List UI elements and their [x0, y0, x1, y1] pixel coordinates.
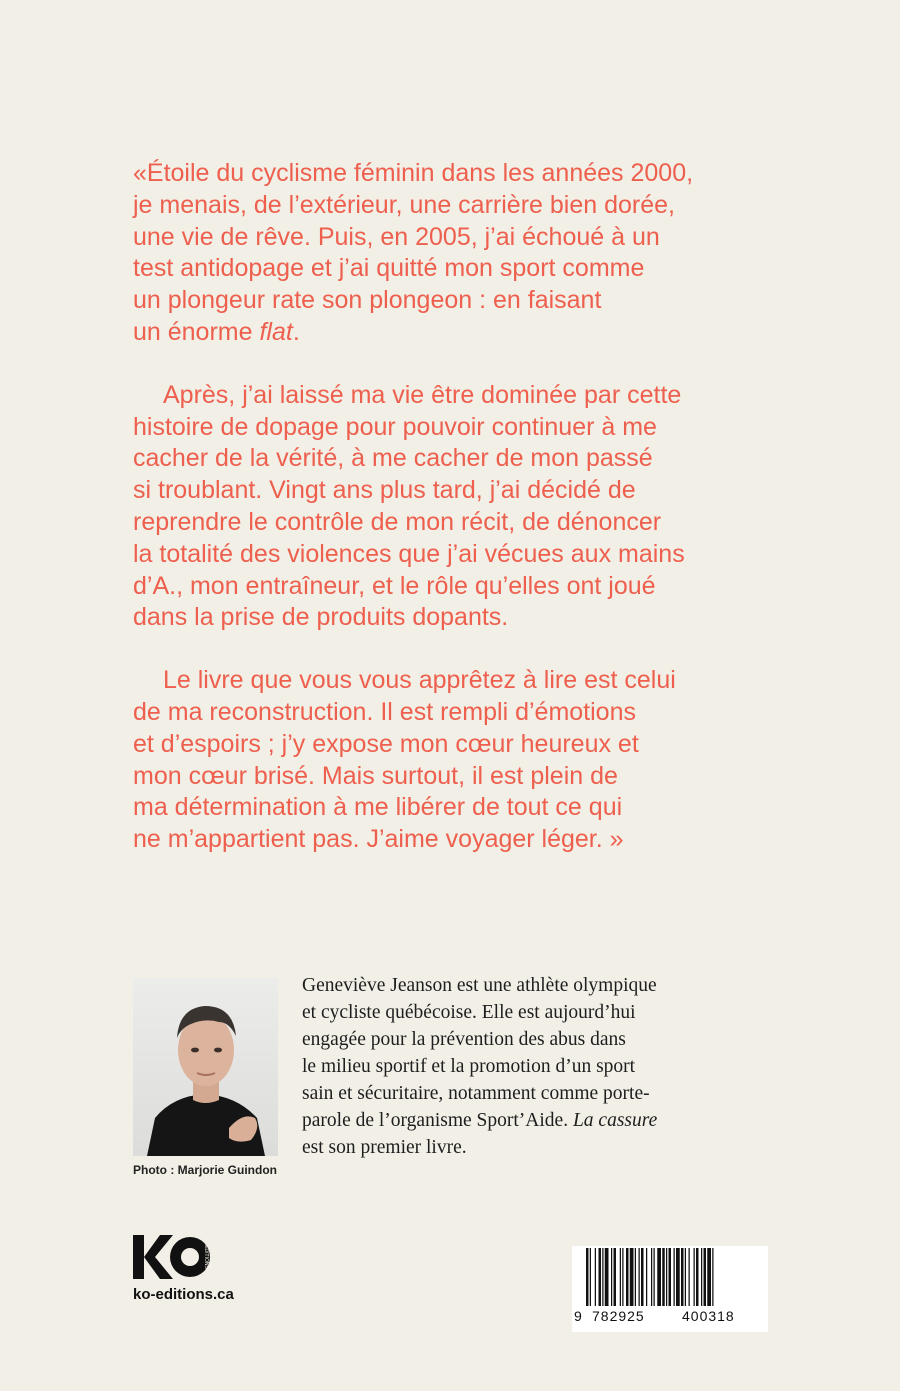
barcode-bar [681, 1248, 684, 1306]
barcode-bar [599, 1248, 602, 1306]
barcode-bar [674, 1248, 675, 1306]
back-cover-quote [133, 158, 753, 856]
quote-line: mon cœur brisé. Mais surtout, il est plein de [133, 761, 618, 790]
barcode-bar [676, 1248, 680, 1306]
bio-line: le milieu sportif et la promotion d’un sport [302, 1056, 636, 1077]
publisher-logo [133, 1233, 213, 1281]
bio-line: Geneviève Jeanson est une athlète olympique [302, 975, 657, 996]
quote-line: «Étoile du cyclisme féminin dans les années 2000, [133, 159, 694, 187]
barcode-bar [590, 1248, 591, 1306]
bio-line: sain et sécuritaire, notamment comme porte- [302, 1083, 650, 1104]
barcode-bar [707, 1248, 711, 1306]
book-title: La cassure [572, 1110, 658, 1131]
bio-line: engagée pour la prévention des abus dans [302, 1029, 626, 1050]
bio-line [302, 1107, 742, 1134]
quote-line: ma détermination à me libérer de tout ce qui [133, 793, 623, 822]
quote-emphasis: flat [259, 317, 293, 346]
barcode-bar [639, 1248, 640, 1306]
barcode-bar [712, 1248, 713, 1306]
quote-line: de ma reconstruction. Il est rempli d’émotions [133, 697, 636, 726]
quote-paragraph-1 [133, 158, 753, 349]
barcode-bar [620, 1248, 621, 1306]
publisher-url: ko-editions.ca [133, 1286, 234, 1303]
barcode-bar [641, 1248, 644, 1306]
quote-line: la totalité des violences que j’ai vécues aux mains [133, 539, 685, 568]
barcode-bar [657, 1248, 661, 1306]
quote-line-last [133, 317, 753, 349]
author-bio [302, 972, 742, 1161]
barcode-bar [685, 1248, 686, 1306]
barcode-bar [622, 1248, 623, 1306]
barcode-bar [646, 1248, 647, 1306]
quote-line: un plongeur rate son plongeon : en faisant [133, 286, 602, 315]
barcode-bar [595, 1248, 596, 1306]
quote-line: et d’espoirs ; j’y expose mon cœur heureux et [133, 729, 639, 758]
barcode-bar [694, 1248, 695, 1306]
barcode-bar [635, 1248, 636, 1306]
barcode-bar [689, 1248, 690, 1306]
quote-paragraph-3 [133, 665, 753, 856]
barcode-bar [666, 1248, 667, 1306]
quote-line: Le livre que vous vous apprêtez à lire est celui [163, 666, 676, 695]
barcode-bar [586, 1248, 589, 1306]
quote-line: test antidopage et j’ai quitté mon sport comme [133, 254, 645, 283]
barcode-bar [626, 1248, 629, 1306]
barcode-bar [654, 1248, 655, 1306]
quote-text: . [292, 317, 300, 346]
quote-line: ne m’appartient pas. J’aime voyager léger. » [133, 825, 624, 854]
isbn-barcode [572, 1246, 768, 1332]
barcode-bar [602, 1248, 603, 1306]
quote-line: Après, j’ai laissé ma vie être dominée par cette [163, 380, 682, 409]
barcode-bar [696, 1248, 699, 1306]
barcode-bar [614, 1248, 617, 1306]
barcode-digit-first: 9 [574, 1308, 582, 1324]
logo-small-text: ÉDITIONS [203, 1245, 209, 1269]
barcode-bar [704, 1248, 707, 1306]
barcode-bar [605, 1248, 609, 1306]
barcode-bar [651, 1248, 652, 1306]
quote-line: si troublant. Vingt ans plus tard, j’ai décidé de [133, 476, 636, 505]
barcode-digits-left: 782925 [592, 1308, 645, 1324]
barcode-bar [669, 1248, 672, 1306]
photo-credit: Photo : Marjorie Guindon [133, 1163, 277, 1177]
quote-line: je menais, de l’extérieur, une carrière bien dorée, [133, 190, 675, 219]
quote-line: d’A., mon entraîneur, et le rôle qu’elles ont joué [133, 571, 656, 600]
quote-line: histoire de dopage pour pouvoir continuer à me [133, 412, 657, 441]
quote-line: reprendre le contrôle de mon récit, de dénoncer [133, 507, 662, 536]
bio-line: est son premier livre. [302, 1137, 467, 1158]
barcode-digits-right: 400318 [682, 1308, 735, 1324]
quote-line: une vie de rêve. Puis, en 2005, j’ai échoué à un [133, 222, 660, 251]
author-photo [133, 978, 278, 1156]
bio-line: et cycliste québécoise. Elle est aujourd’hui [302, 1002, 636, 1023]
bio-text: parole de l’organisme Sport’Aide. [302, 1110, 569, 1131]
barcode-bar [701, 1248, 702, 1306]
barcode-bars [586, 1248, 754, 1306]
quote-line: cacher de la vérité, à me cacher de mon passé [133, 444, 653, 473]
quote-text: un énorme [133, 317, 260, 346]
quote-paragraph-2 [133, 380, 753, 634]
barcode-bar [630, 1248, 634, 1306]
quote-line: dans la prise de produits dopants. [133, 603, 509, 632]
barcode-bar [611, 1248, 612, 1306]
barcode-bar [662, 1248, 665, 1306]
